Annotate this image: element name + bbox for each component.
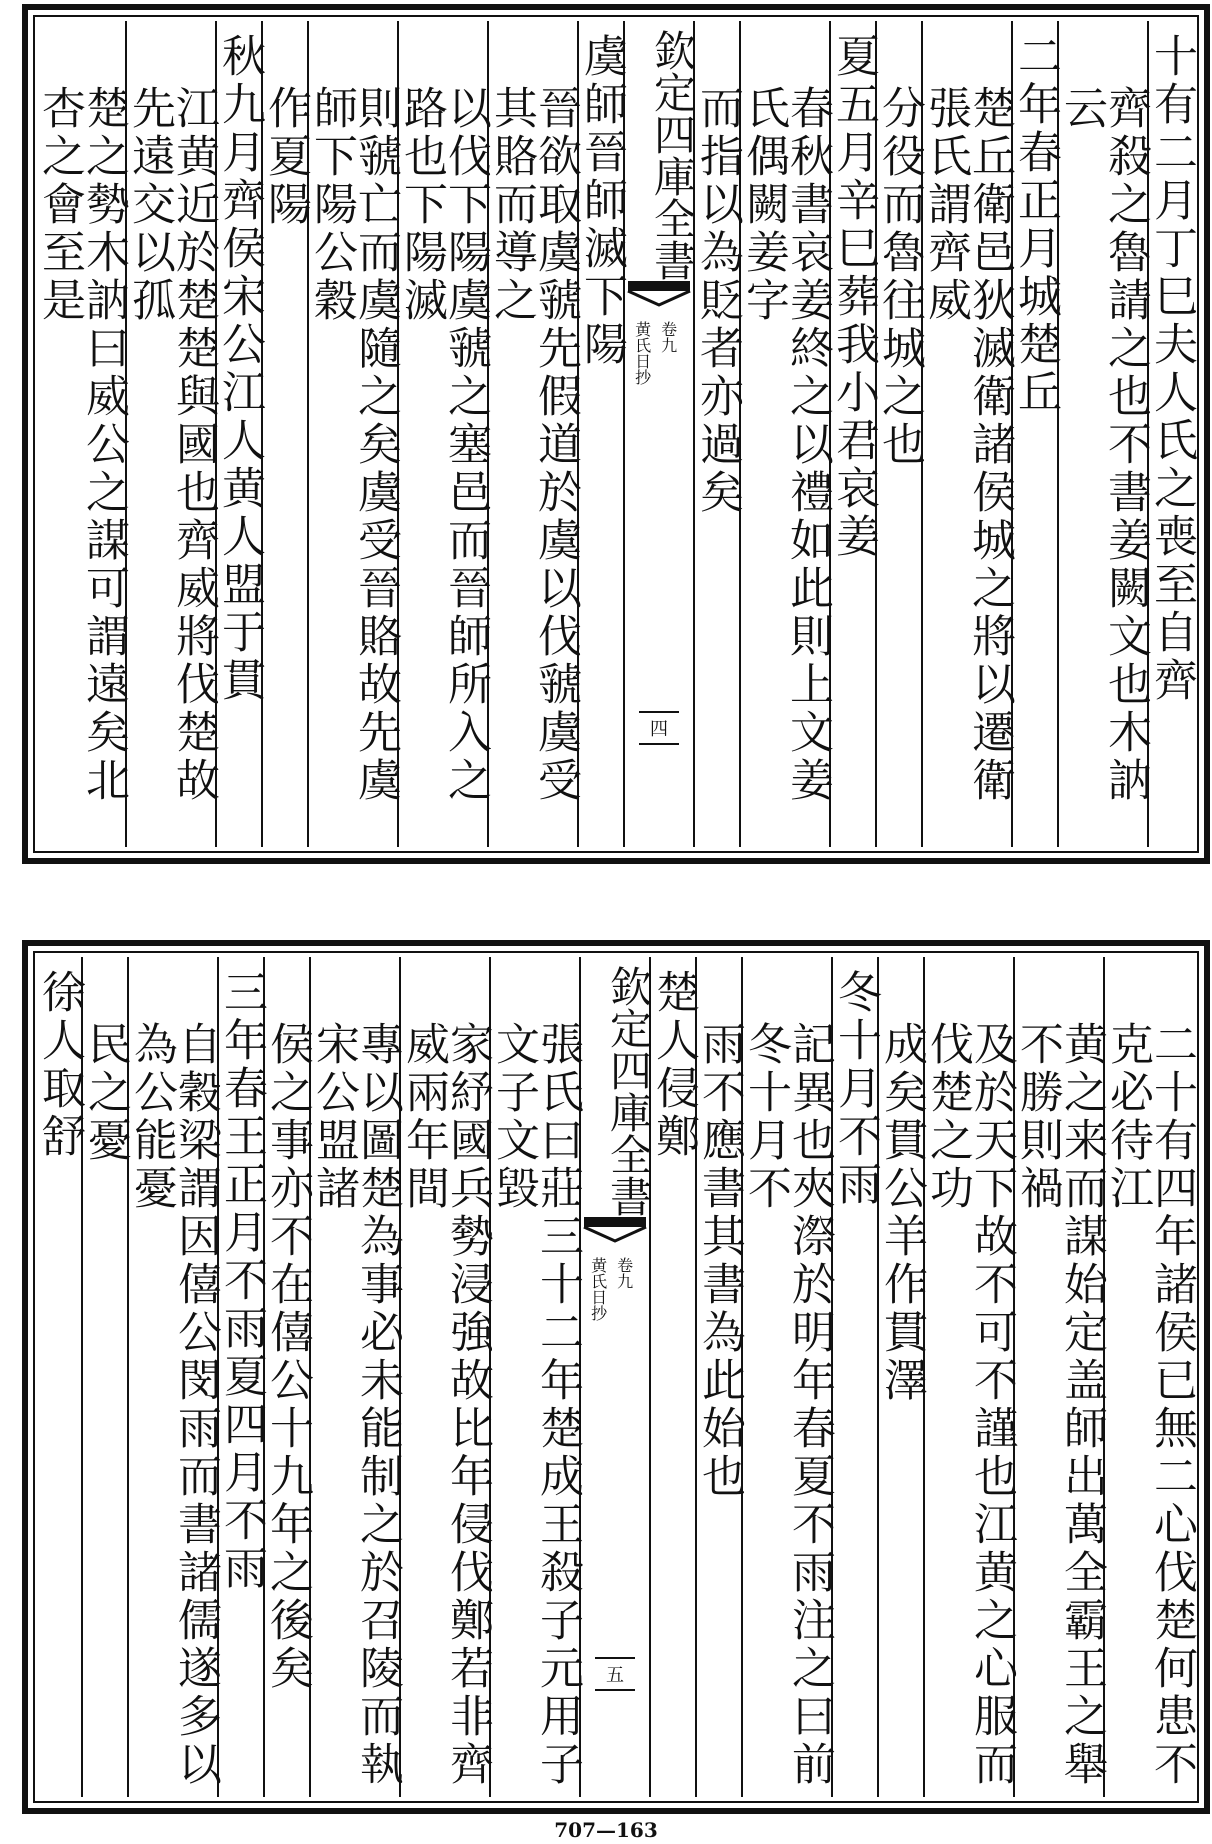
center-fold bbox=[623, 21, 697, 847]
fishtail-mark-icon bbox=[628, 281, 690, 307]
column-text: 齊殺之魯請之也不書姜闕文也木訥云 bbox=[1056, 85, 1151, 805]
text-column bbox=[738, 21, 833, 847]
column-text: 而指以為貶者亦過矣 bbox=[692, 85, 743, 517]
book-title: 欽定四庫全書 bbox=[604, 965, 653, 1217]
side-title: 黄氏日抄 bbox=[632, 321, 652, 385]
column-text: 成矣貫公羊作貫澤 bbox=[876, 1021, 927, 1405]
columns-top bbox=[34, 21, 1197, 847]
text-column bbox=[648, 957, 699, 1797]
text-column bbox=[214, 21, 265, 847]
column-text: 虞師晉師滅下陽 bbox=[576, 33, 627, 369]
text-column bbox=[740, 957, 835, 1797]
text-column bbox=[1102, 957, 1197, 1797]
column-text: 二年春正月城楚丘 bbox=[1010, 33, 1061, 417]
text-column bbox=[694, 957, 745, 1797]
column-text: 民之憂 bbox=[80, 1021, 131, 1165]
text-column bbox=[396, 21, 491, 847]
column-text: 分役而魯往城之也 bbox=[874, 85, 925, 469]
page-top bbox=[22, 4, 1210, 864]
volume-label: 卷九 bbox=[614, 1257, 634, 1289]
column-text: 作夏陽 bbox=[260, 85, 311, 229]
column-text: 楚人侵鄭 bbox=[648, 969, 699, 1161]
column-text: 雨不應書其書為此始也 bbox=[694, 1021, 745, 1501]
column-text: 記異也夾漈於明年春夏不雨注之曰前冬十月不 bbox=[740, 1021, 835, 1789]
column-text: 三年春王正月不雨夏四月不雨 bbox=[216, 969, 267, 1593]
text-column bbox=[874, 21, 925, 847]
column-text: 侯之事亦不在僖公十九年之後矣 bbox=[262, 1021, 313, 1693]
column-text: 張氏曰莊三十二年楚成王殺子元用子文子文毀 bbox=[488, 1021, 583, 1789]
column-text: 以伐下陽虞虢之塞邑而晉師所入之路也下陽滅 bbox=[396, 85, 491, 805]
text-column bbox=[216, 957, 267, 1797]
text-column bbox=[262, 957, 313, 1797]
text-column bbox=[308, 957, 403, 1797]
column-text: 楚之勢木訥曰威公之謀可謂遠矣北杏之會至是 bbox=[34, 85, 129, 805]
text-column bbox=[576, 21, 627, 847]
text-column bbox=[1010, 21, 1061, 847]
text-column bbox=[1056, 21, 1151, 847]
text-column bbox=[1146, 21, 1197, 847]
column-text: 黄之来而謀始定盖師出萬全霸王之舉不勝則禍 bbox=[1012, 1021, 1107, 1789]
page-number: 四 bbox=[639, 711, 679, 745]
text-column bbox=[126, 957, 221, 1797]
column-text: 及於天下故不可不謹也江黄之心服而伐楚之功 bbox=[922, 1021, 1017, 1789]
column-text: 二十有四年諸侯已無二心伐楚何患不克必待江 bbox=[1102, 1021, 1197, 1789]
text-column bbox=[830, 957, 881, 1797]
text-column bbox=[34, 21, 129, 847]
column-text: 夏五月辛巳葬我小君哀姜 bbox=[828, 33, 879, 561]
column-text: 十有二月丁巳夫人氏之喪至自齊 bbox=[1146, 33, 1197, 705]
text-column bbox=[306, 21, 401, 847]
volume-label: 卷九 bbox=[658, 321, 678, 353]
columns-bottom bbox=[34, 957, 1197, 1797]
column-text: 晉欲取虞虢先假道於虞以伐虢虞受其賂而導之 bbox=[486, 85, 581, 805]
column-text: 冬十月不雨 bbox=[830, 969, 881, 1209]
column-text: 楚丘衛邑狄滅衛諸侯城之將以遷衛張氏謂齊威 bbox=[920, 85, 1015, 805]
text-column bbox=[486, 21, 581, 847]
side-title: 黄氏日抄 bbox=[588, 1257, 608, 1321]
text-column bbox=[922, 957, 1017, 1797]
text-column bbox=[124, 21, 219, 847]
column-text: 專以圖楚為事必未能制之於召陵而執宋公盟諸 bbox=[308, 1021, 403, 1789]
fishtail-mark-icon bbox=[584, 1217, 646, 1243]
column-text: 春秋書哀姜終之以禮如此則上文姜氏偶闕姜字 bbox=[738, 85, 833, 805]
page-bottom bbox=[22, 940, 1210, 1814]
page-number: 五 bbox=[595, 1657, 635, 1691]
column-text: 江黄近於楚楚與國也齊威將伐楚故先遠交以孤 bbox=[124, 85, 219, 805]
text-column bbox=[828, 21, 879, 847]
folio-number: 707—163 bbox=[554, 1818, 658, 1842]
text-column bbox=[488, 957, 583, 1797]
text-column bbox=[34, 957, 85, 1797]
text-column bbox=[920, 21, 1015, 847]
text-column bbox=[876, 957, 927, 1797]
column-text: 家紓國兵勢浸強故比年侵伐鄭若非齊威兩年間 bbox=[398, 1021, 493, 1789]
text-column bbox=[80, 957, 131, 1797]
text-column bbox=[398, 957, 493, 1797]
column-text: 秋九月齊侯宋公江人黄人盟于貫 bbox=[214, 33, 265, 705]
text-column bbox=[692, 21, 743, 847]
column-text: 則虢亡而虞隨之矣虞受晉賂故先虞師下陽公穀 bbox=[306, 85, 401, 805]
book-title: 欽定四庫全書 bbox=[648, 29, 697, 281]
column-text: 自穀梁謂因僖公閔雨而書諸儒遂多以為公能憂 bbox=[126, 1021, 221, 1789]
center-fold bbox=[579, 957, 653, 1797]
column-text: 徐人取舒 bbox=[34, 969, 85, 1161]
text-column bbox=[260, 21, 311, 847]
text-column bbox=[1012, 957, 1107, 1797]
